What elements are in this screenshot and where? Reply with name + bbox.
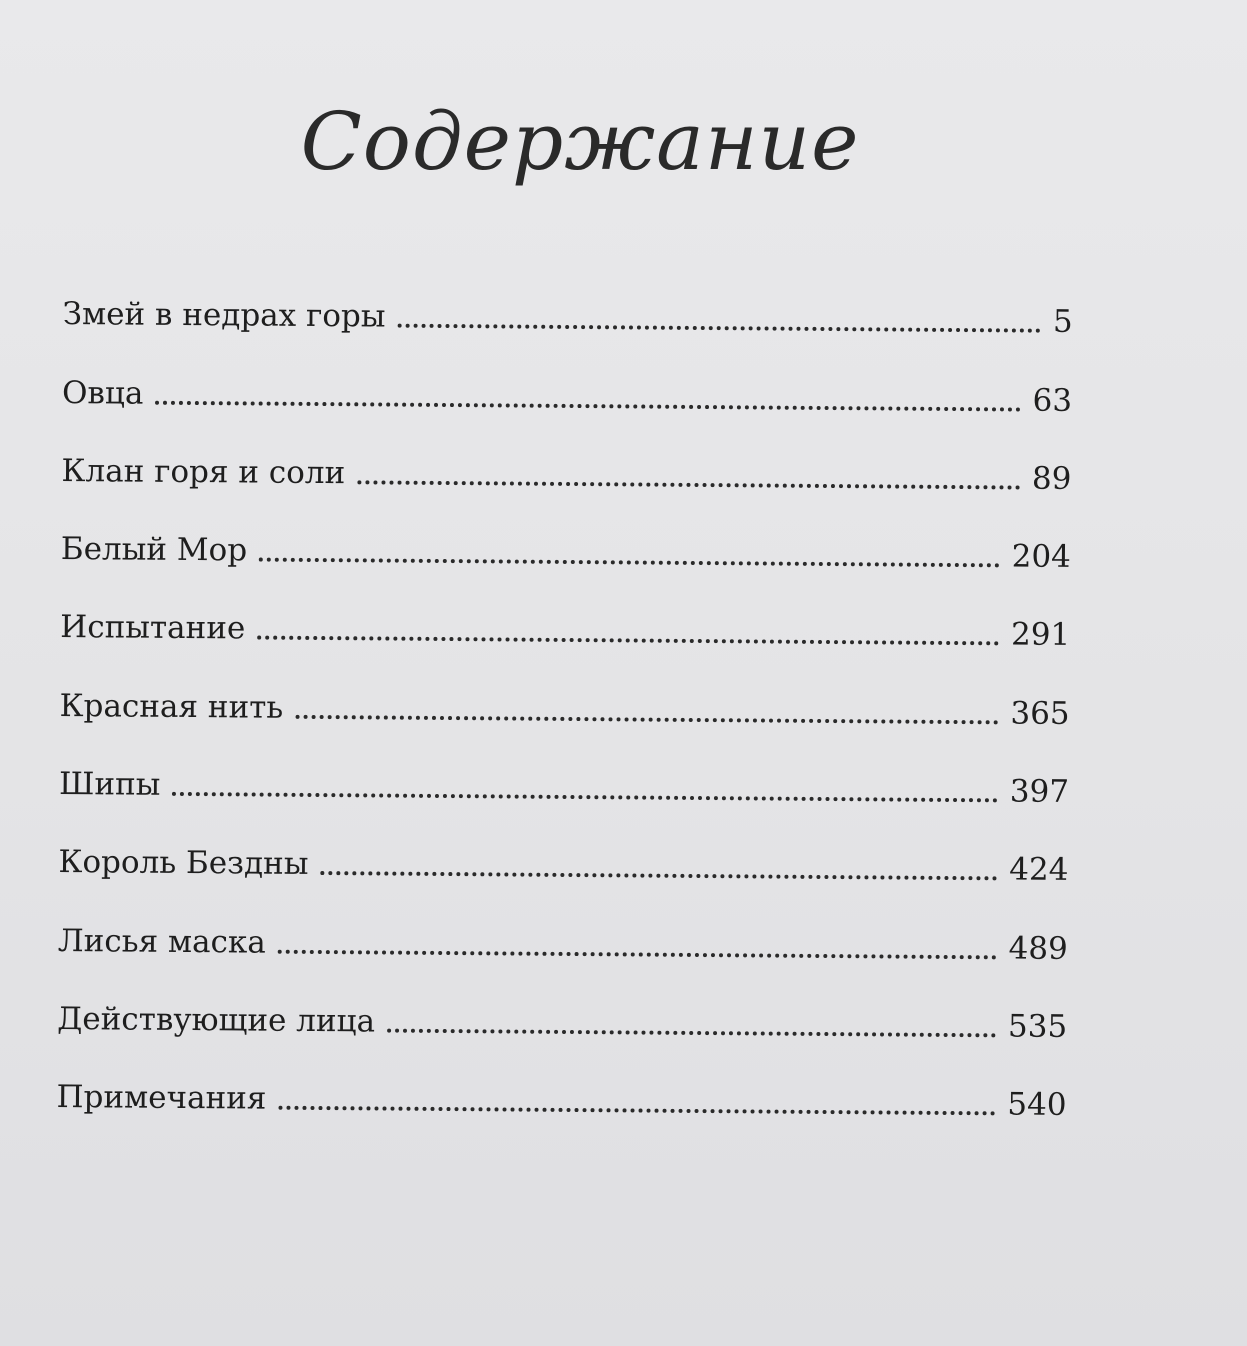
toc-entry-page: 365 [1010,695,1070,732]
toc-entry-title: Король Бездны [58,844,309,883]
toc-entry [57,983,1068,1069]
toc-entry-title: Красная нить [59,687,284,726]
toc-entry-page: 291 [1010,616,1071,654]
dot-leader [155,400,1020,411]
toc-entry-page: 5 [1052,304,1073,341]
toc-entry [58,826,1069,912]
dot-leader [295,715,998,725]
dot-leader [172,792,997,802]
toc-entry-page: 204 [1011,538,1071,576]
toc-entry-page: 424 [1009,851,1069,889]
toc-entry-page: 89 [1031,460,1072,497]
toc-entry [62,278,1073,364]
toc-entry-page: 540 [1007,1086,1067,1124]
toc-entry-page: 489 [1008,930,1068,967]
toc-entry-title: Шипы [58,766,161,803]
toc-entry [56,1061,1067,1147]
table-of-contents [56,278,1073,1147]
dot-leader [357,480,1020,489]
toc-entry-page: 397 [1009,773,1070,810]
toc-entry-title: Клан горя и соли [61,452,346,492]
dot-leader [278,1106,995,1116]
dot-leader [387,1029,996,1038]
toc-entry-title: Змей в недрах горы [62,296,386,335]
toc-entry-page: 535 [1007,1008,1068,1045]
toc-entry-title: Лисья маска [57,922,266,961]
page-title: Содержание [300,95,860,188]
toc-entry-title: Действующие лица [57,1000,376,1040]
toc-entry-title: Овца [61,374,144,412]
dot-leader [278,949,997,959]
dot-leader [320,871,997,880]
toc-entry [59,748,1070,834]
toc-entry [59,669,1070,755]
toc-entry [61,435,1072,521]
toc-entry [57,904,1068,990]
toc-entry-title: Белый Мор [60,531,248,569]
toc-entry-title: Примечания [56,1079,267,1117]
dot-leader [397,324,1040,333]
toc-entry [62,356,1073,442]
toc-entry-page: 63 [1032,382,1073,419]
toc-entry-title: Испытание [60,609,246,647]
toc-entry [60,591,1071,677]
dot-leader [257,636,999,646]
dot-leader [259,558,1000,568]
toc-entry [61,513,1072,599]
